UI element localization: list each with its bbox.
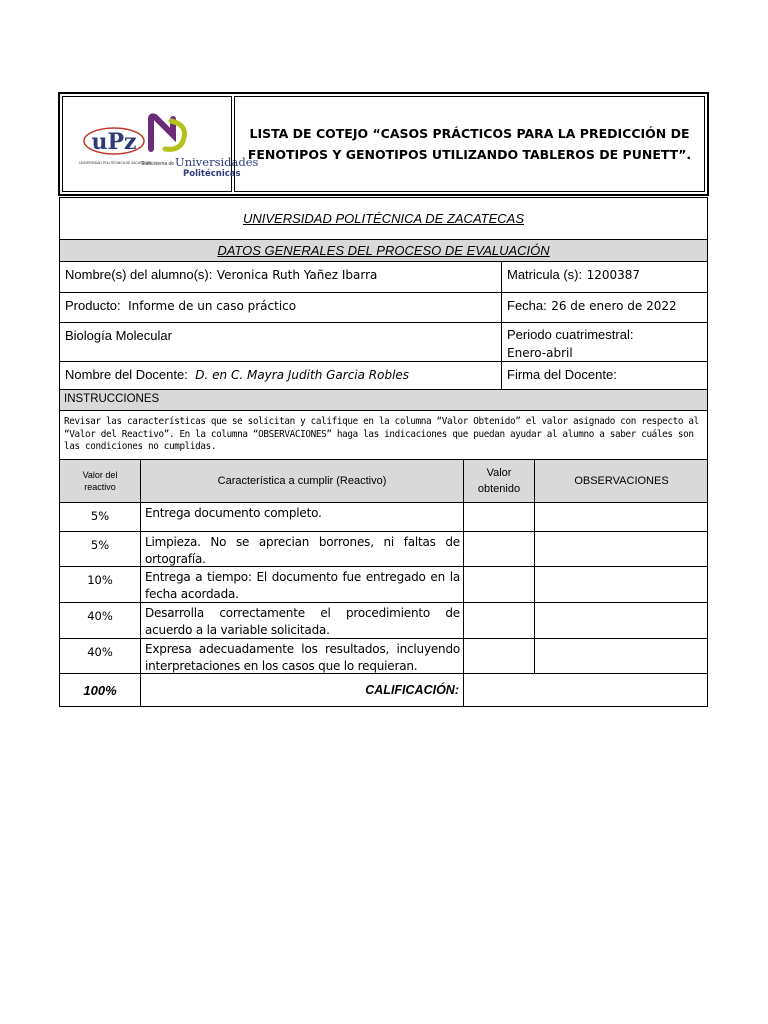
criteria-value: 40% — [87, 609, 113, 623]
section-title-row — [59, 240, 708, 262]
obtained-value-cell[interactable] — [463, 532, 534, 566]
signature-label: Firma del Docente: — [507, 367, 617, 382]
instructions-title-row — [59, 390, 708, 411]
subject-row — [59, 323, 708, 362]
observations-cell[interactable] — [534, 639, 708, 673]
criteria-feature: Entrega a tiempo: El documento fue entregado en la fecha acordada. — [145, 570, 460, 601]
obtained-value-cell[interactable] — [463, 567, 534, 602]
observations-cell[interactable] — [534, 603, 708, 638]
student-value: Veronica Ruth Yañez Ibarra — [216, 268, 378, 282]
universidades-name: Universidades — [175, 155, 259, 169]
product-value: Informe de un caso práctico — [128, 299, 297, 313]
date-value: 26 de enero de 2022 — [551, 299, 677, 313]
instructions-title: INSTRUCCIONES — [64, 393, 160, 405]
header-feature: Característica a cumplir (Reactivo) — [217, 475, 387, 487]
obtained-value-cell[interactable] — [463, 503, 534, 531]
universidades-politecnicas-logo — [141, 111, 259, 183]
teacher-row — [59, 362, 708, 390]
document-header — [58, 92, 709, 196]
obtained-value-cell[interactable] — [463, 639, 534, 673]
criteria-value: 10% — [87, 573, 113, 587]
product-label: Producto: — [65, 298, 121, 313]
criteria-feature: Desarrolla correctamente el procedimiento de acuerdo a la variable solicitada. — [145, 606, 460, 637]
criteria-header-row — [59, 460, 708, 503]
subject-name: Biología Molecular — [65, 328, 172, 343]
matricula-value: 1200387 — [586, 268, 641, 282]
student-label: Nombre(s) del alumno(s): — [65, 267, 213, 282]
criteria-value: 5% — [90, 509, 110, 523]
upz-logo — [79, 121, 149, 167]
instructions-text: Revisar las características que se solicitan y califique en la columna “Valor Obtenido” el valor asignado con respecto al “Valor del Reactivo”. En la columna “OBSERVACIONES” haga las indicaciones que puedan ayudar al alumno a saber cuáles son las condiciones no cumplidas. — [64, 416, 699, 452]
teacher-value: D. en C. Mayra Judith Garcia Robles — [195, 368, 410, 382]
observations-cell[interactable] — [534, 567, 708, 602]
document-title — [234, 96, 705, 192]
observations-cell[interactable] — [534, 503, 708, 531]
header-value: Valor del reactivo — [82, 470, 118, 492]
total-label: CALIFICACIÓN: — [365, 683, 459, 697]
criteria-row — [59, 603, 708, 639]
svg-text:uPz: uPz — [91, 129, 137, 155]
total-score-cell — [463, 674, 708, 706]
upz-logo-caption: UNIVERSIDAD POLITÉCNICA DE ZACATECAS — [79, 161, 151, 165]
criteria-row — [59, 503, 708, 532]
criteria-value: 5% — [90, 538, 110, 552]
university-name: UNIVERSIDAD POLITÉCNICA DE ZACATECAS — [243, 211, 524, 226]
criteria-row — [59, 567, 708, 603]
obtained-value-cell[interactable] — [463, 603, 534, 638]
section-title: DATOS GENERALES DEL PROCESO DE EVALUACIÓN — [217, 243, 550, 258]
instructions-text-row — [59, 411, 708, 460]
matricula-label: Matricula (s): — [507, 267, 583, 282]
criteria-value: 40% — [87, 645, 113, 659]
criteria-row — [59, 532, 708, 567]
logo-cell — [62, 96, 259, 192]
header-obtained: Valor obtenido — [477, 467, 521, 495]
university-row — [59, 197, 708, 240]
total-value: 100% — [83, 682, 117, 698]
criteria-feature: Limpieza. No se aprecian borrones, ni faltas de ortografía. — [145, 535, 460, 566]
period-value: Enero-abril — [507, 346, 573, 360]
student-row — [59, 262, 708, 293]
criteria-feature: Entrega documento completo. — [145, 506, 322, 520]
document-title-text: LISTA DE COTEJO “CASOS PRÁCTICOS PARA LA PREDICCIÓN DE FENOTIPOS Y GENOTIPOS UTILIZANDO TABLEROS DE PUNETT”. — [247, 126, 692, 162]
criteria-row — [59, 639, 708, 674]
period-label: Periodo cuatrimestral: — [507, 327, 634, 342]
product-row — [59, 293, 708, 323]
teacher-label: Nombre del Docente: — [65, 367, 188, 382]
total-row — [59, 674, 708, 707]
universidades-name-2: Politécnicas — [183, 169, 241, 179]
universidades-prefix: Subsistema de — [141, 161, 175, 167]
criteria-feature: Expresa adecuadamente los resultados, incluyendo interpretaciones en los casos que lo requieran. — [145, 642, 460, 673]
header-observations: OBSERVACIONES — [574, 475, 669, 487]
observations-cell[interactable] — [534, 532, 708, 566]
date-label: Fecha: — [507, 298, 547, 313]
